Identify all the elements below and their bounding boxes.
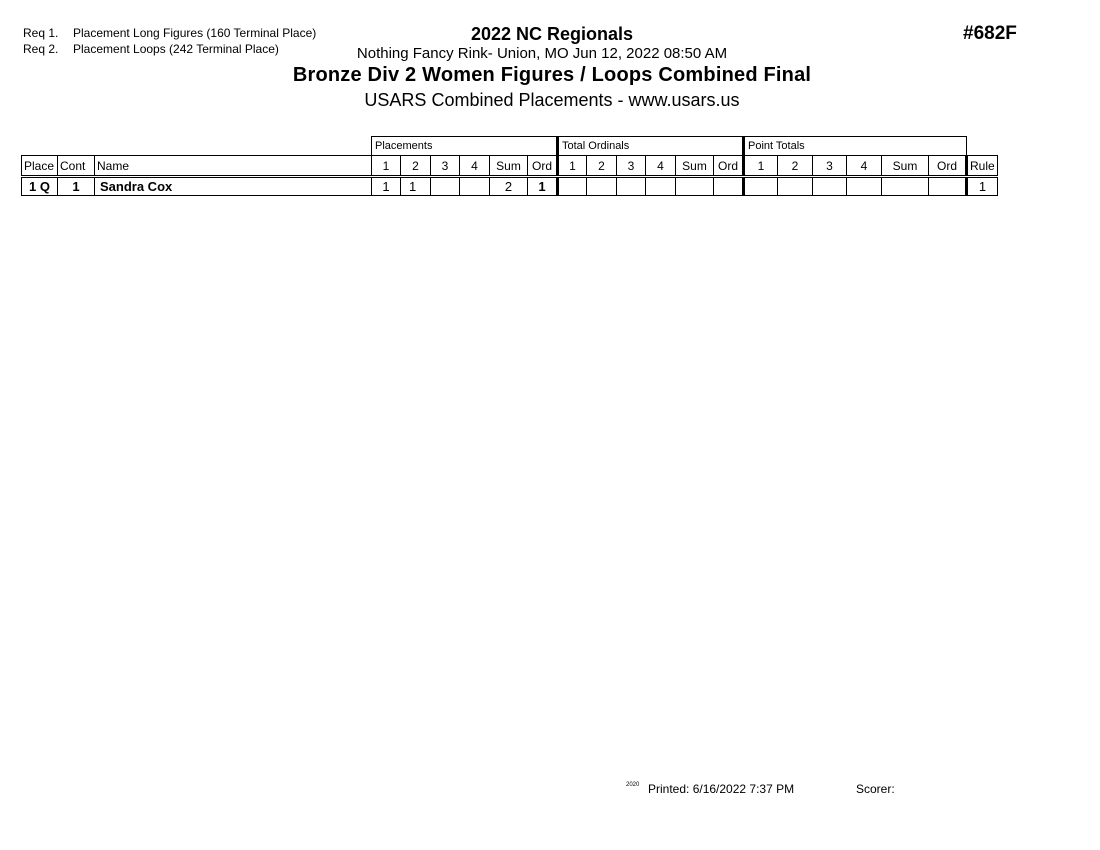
col-points-1: 1 [744,156,778,177]
table-row [22,177,998,196]
cell-rule: 1 [967,177,998,196]
division-subtitle: USARS Combined Placements - www.usars.us [364,90,740,110]
cell-placement-1: 1 [372,177,401,196]
cell-points-ord [929,177,967,196]
column-header-row [22,156,998,177]
requirement-2 [23,42,279,56]
col-placement-2: 2 [401,156,431,177]
cell-points-2 [778,177,813,196]
cell-placement-ord: 1 [528,177,558,196]
col-points-sum: Sum [882,156,929,177]
placements-group-label: Placements [372,137,558,156]
cell-ordinal-2 [587,177,617,196]
col-points-3: 3 [813,156,847,177]
cell-ordinal-sum [676,177,714,196]
cell-placement-3 [431,177,460,196]
cell-placement-sum: 2 [490,177,528,196]
division-title: Bronze Div 2 Women Figures / Loops Combined Final [292,64,812,86]
cell-placement-2: 1 [401,177,431,196]
event-number: #682F [963,23,1017,44]
col-ordinal-3: 3 [617,156,646,177]
col-placement-3: 3 [431,156,460,177]
cell-place: 1 Q [22,177,58,196]
cell-ordinal-3 [617,177,646,196]
col-points-4: 4 [847,156,882,177]
cell-ordinal-ord [714,177,744,196]
col-ordinal-2: 2 [587,156,617,177]
cell-cont: 1 [58,177,95,196]
cell-ordinal-1 [558,177,587,196]
group-header-row [22,137,998,156]
col-placement-ord: Ord [528,156,558,177]
point-totals-group-label: Point Totals [744,137,967,156]
col-points-ord: Ord [929,156,967,177]
cell-placement-4 [460,177,490,196]
printed-timestamp: Printed: 6/16/2022 7:37 PM [648,782,795,796]
event-title: 2022 NC Regionals [470,24,634,44]
requirement-text: Placement Loops (242 Terminal Place) [73,42,279,56]
total-ordinals-group-label: Total Ordinals [558,137,744,156]
cell-name: Sandra Cox [95,177,372,196]
col-ordinal-ord: Ord [714,156,744,177]
col-rule: Rule [967,156,998,177]
col-ordinal-1: 1 [558,156,587,177]
col-placement-4: 4 [460,156,490,177]
event-subtitle: Nothing Fancy Rink- Union, MO Jun 12, 2022 08:50 AM [356,45,728,62]
col-cont: Cont [58,156,95,177]
col-points-2: 2 [778,156,813,177]
cell-points-1 [744,177,778,196]
cell-points-4 [847,177,882,196]
col-placement-1: 1 [372,156,401,177]
requirement-number: Req 2. [23,42,59,56]
requirement-text: Placement Long Figures (160 Terminal Place) [73,26,317,40]
cell-points-3 [813,177,847,196]
col-ordinal-sum: Sum [676,156,714,177]
requirement-number: Req 1. [23,26,59,40]
scorer-label: Scorer: [856,782,895,796]
requirement-1 [23,26,316,40]
col-place: Place [22,156,58,177]
results-table [21,136,998,196]
col-placement-sum: Sum [490,156,528,177]
cell-points-sum [882,177,929,196]
print-code: 2020 [626,782,640,788]
col-name: Name [95,156,372,177]
cell-ordinal-4 [646,177,676,196]
col-ordinal-4: 4 [646,156,676,177]
